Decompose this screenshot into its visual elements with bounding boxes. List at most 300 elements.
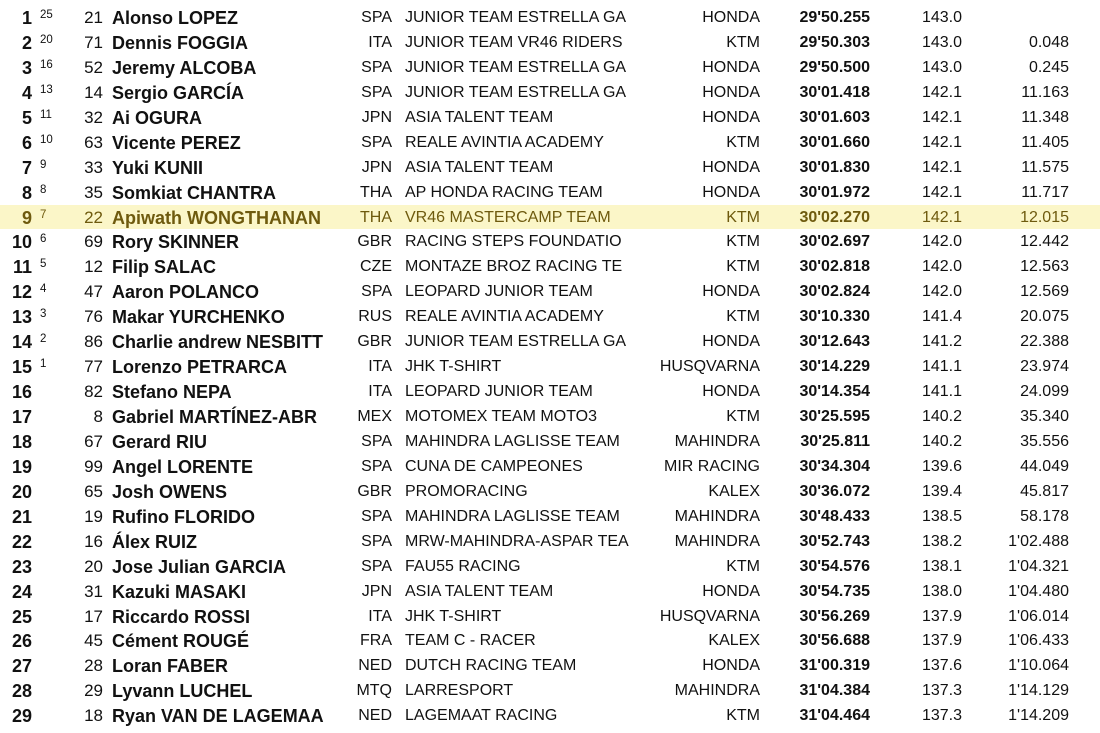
gap: 11.575 — [1021, 158, 1069, 176]
team-name: AP HONDA RACING TEAM — [405, 183, 603, 201]
nation: ITA — [368, 33, 392, 51]
race-time: 30'52.743 — [799, 532, 870, 550]
team-name: MOTOMEX TEAM MOTO3 — [405, 408, 598, 425]
rider-number: 52 — [84, 57, 103, 77]
team-name: PROMORACING — [405, 482, 528, 500]
gap: 23.974 — [1020, 358, 1069, 376]
team-name: MRW-MAHINDRA-ASPAR TEA — [405, 532, 629, 550]
position: 29 — [11, 706, 32, 727]
nation: RUS — [358, 308, 392, 326]
rider-name: Jeremy ALCOBA — [112, 57, 257, 78]
team-name: MONTAZE BROZ RACING TE — [405, 258, 623, 276]
gap: 0.245 — [1028, 58, 1069, 76]
speed-kmh: 140.2 — [921, 408, 962, 425]
nation: GBR — [357, 482, 392, 500]
position: 14 — [11, 332, 32, 353]
table-row — [0, 554, 1100, 579]
rider-name: Lorenzo PETRARCA — [112, 357, 287, 378]
gap: 1'02.488 — [1008, 532, 1069, 550]
position: 2 — [21, 32, 32, 53]
rider-name: Alonso LOPEZ — [112, 8, 238, 28]
race-time: 30'54.576 — [799, 557, 870, 575]
table-row — [0, 429, 1100, 454]
team-name: REALE AVINTIA ACADEMY — [405, 133, 604, 151]
motorcycle: HONDA — [702, 158, 760, 176]
team-name: JUNIOR TEAM ESTRELLA GA — [405, 83, 627, 101]
team-name: MAHINDRA LAGLISSE TEAM — [405, 432, 620, 450]
team-name: JUNIOR TEAM ESTRELLA GA — [405, 9, 627, 26]
gap: 1'04.480 — [1008, 582, 1069, 600]
gap: 12.015 — [1020, 208, 1069, 226]
team-name: TEAM C - RACER — [405, 632, 536, 650]
nation: NED — [358, 657, 392, 675]
rider-number: 69 — [84, 232, 103, 252]
team-name: LARRESPORT — [405, 682, 514, 700]
points: 13 — [40, 83, 53, 96]
race-time: 29'50.500 — [799, 58, 870, 76]
rider-name: Stefano NEPA — [112, 382, 232, 403]
rider-name: Gabriel MARTÍNEZ-ABR — [112, 407, 318, 427]
table-row — [0, 678, 1100, 703]
gap: 11.163 — [1021, 83, 1069, 101]
nation: ITA — [368, 358, 392, 376]
race-time: 29'50.255 — [799, 9, 870, 26]
position: 8 — [21, 182, 32, 203]
gap: 11.348 — [1021, 108, 1069, 126]
nation: SPA — [361, 432, 392, 450]
table-row — [0, 329, 1100, 354]
position: 3 — [21, 57, 32, 78]
table-row — [0, 229, 1100, 254]
team-name: REALE AVINTIA ACADEMY — [405, 308, 604, 326]
speed-kmh: 142.1 — [921, 133, 962, 151]
results-table — [0, 5, 1100, 728]
team-name: MAHINDRA LAGLISSE TEAM — [405, 507, 620, 525]
motorcycle: KTM — [726, 258, 760, 276]
rider-number: 19 — [84, 506, 103, 526]
motorcycle: HONDA — [702, 333, 760, 351]
rider-name: Filip SALAC — [112, 257, 216, 278]
rider-name: Álex RUIZ — [112, 531, 198, 552]
team-name: ASIA TALENT TEAM — [405, 158, 554, 176]
speed-kmh: 143.0 — [921, 58, 962, 76]
nation: SPA — [361, 133, 392, 151]
rider-number: 29 — [84, 681, 103, 701]
rider-name: Makar YURCHENKO — [112, 307, 285, 328]
points: 16 — [40, 58, 53, 71]
nation: GBR — [357, 333, 392, 351]
motorcycle: KALEX — [708, 632, 760, 650]
rider-name: Angel LORENTE — [112, 456, 254, 477]
race-time: 30'01.972 — [799, 183, 870, 201]
race-time: 30'01.830 — [799, 158, 870, 176]
nation: FRA — [360, 632, 392, 650]
table-row — [0, 628, 1100, 653]
gap: 22.388 — [1020, 333, 1069, 351]
rider-name: Gerard RIU — [112, 431, 208, 452]
gap: 35.340 — [1020, 408, 1069, 425]
rider-name: Cément ROUGÉ — [112, 631, 250, 652]
rider-number: 67 — [84, 431, 103, 451]
rider-name: Sergio GARCÍA — [112, 82, 245, 103]
table-row — [0, 105, 1100, 130]
rider-name: Somkiat CHANTRA — [112, 182, 277, 203]
nation: SPA — [361, 532, 392, 550]
speed-kmh: 139.4 — [921, 482, 962, 500]
race-time: 29'50.303 — [799, 33, 870, 51]
speed-kmh: 142.1 — [921, 158, 962, 176]
nation: SPA — [361, 457, 392, 475]
rider-number: 31 — [84, 581, 103, 601]
table-row — [0, 279, 1100, 304]
rider-number: 21 — [84, 8, 103, 27]
nation: JPN — [361, 108, 392, 126]
points: 3 — [40, 308, 47, 321]
motorcycle: HUSQVARNA — [659, 607, 760, 625]
table-row — [0, 479, 1100, 504]
rider-name: Charlie andrew NESBITT — [112, 332, 324, 353]
team-name: CUNA DE CAMPEONES — [405, 457, 583, 475]
team-name: VR46 MASTERCAMP TEAM — [405, 208, 611, 226]
nation: ITA — [368, 607, 392, 625]
race-time: 30'02.824 — [799, 283, 870, 301]
gap: 11.717 — [1021, 183, 1069, 201]
table-row — [0, 304, 1100, 329]
gap: 45.817 — [1020, 482, 1069, 500]
motorcycle: HONDA — [702, 183, 760, 201]
motorcycle: KTM — [726, 208, 760, 226]
gap: 12.563 — [1020, 258, 1069, 276]
gap: 1'14.129 — [1008, 682, 1069, 700]
gap: 12.442 — [1020, 233, 1069, 251]
motorcycle: HONDA — [702, 582, 760, 600]
table-row — [0, 5, 1100, 30]
speed-kmh: 139.6 — [921, 457, 962, 475]
race-time: 30'56.688 — [799, 632, 870, 650]
race-time: 31'04.464 — [799, 707, 870, 725]
rider-name: Apiwath WONGTHANAN — [112, 207, 321, 228]
table-row — [0, 155, 1100, 180]
speed-kmh: 138.1 — [921, 557, 962, 575]
gap: 1'14.209 — [1008, 707, 1069, 725]
rider-number: 14 — [84, 82, 103, 102]
position: 27 — [11, 656, 32, 677]
rider-number: 86 — [84, 332, 103, 352]
gap: 24.099 — [1020, 383, 1069, 401]
position: 13 — [11, 307, 32, 328]
race-time: 30'25.595 — [799, 408, 870, 425]
race-time: 30'34.304 — [799, 457, 870, 475]
rider-name: Rufino FLORIDO — [112, 506, 255, 527]
race-time: 30'02.697 — [799, 233, 870, 251]
points: 1 — [40, 358, 47, 371]
nation: SPA — [361, 58, 392, 76]
motorcycle: KTM — [726, 133, 760, 151]
gap: 20.075 — [1020, 308, 1069, 326]
position: 22 — [11, 531, 32, 552]
rider-number: 45 — [84, 631, 103, 651]
rider-number: 17 — [84, 606, 103, 626]
team-name: JHK T-SHIRT — [405, 358, 502, 376]
points: 11 — [40, 108, 52, 121]
rider-name: Kazuki MASAKI — [112, 581, 247, 602]
table-row — [0, 180, 1100, 205]
nation: THA — [360, 208, 392, 226]
speed-kmh: 142.0 — [921, 258, 962, 276]
team-name: LEOPARD JUNIOR TEAM — [405, 283, 593, 301]
motorcycle: HONDA — [702, 383, 760, 401]
rider-number: 8 — [93, 407, 103, 426]
table-row — [0, 55, 1100, 80]
rider-number: 16 — [84, 531, 103, 551]
rider-number: 76 — [84, 307, 103, 327]
race-time: 30'10.330 — [799, 308, 870, 326]
nation: SPA — [361, 83, 392, 101]
race-time: 30'54.735 — [799, 582, 870, 600]
nation: MEX — [357, 408, 392, 425]
position: 19 — [11, 456, 32, 477]
speed-kmh: 143.0 — [921, 9, 962, 26]
race-time: 30'01.660 — [799, 133, 870, 151]
speed-kmh: 142.1 — [921, 208, 962, 226]
points: 25 — [40, 9, 53, 21]
motorcycle: HONDA — [702, 83, 760, 101]
team-name: LAGEMAAT RACING — [405, 707, 558, 725]
rider-name: Aaron POLANCO — [112, 282, 260, 303]
rider-number: 18 — [84, 706, 103, 726]
rider-number: 20 — [84, 556, 103, 576]
position: 21 — [11, 506, 32, 527]
race-time: 30'12.643 — [799, 333, 870, 351]
position: 4 — [21, 82, 32, 103]
rider-name: Riccardo ROSSI — [112, 606, 251, 627]
gap: 35.556 — [1020, 432, 1069, 450]
team-name: JUNIOR TEAM VR46 RIDERS — [405, 33, 623, 51]
points: 6 — [40, 233, 47, 246]
gap: 0.048 — [1028, 33, 1069, 51]
speed-kmh: 138.2 — [921, 532, 962, 550]
table-row — [0, 653, 1100, 678]
rider-name: Ryan VAN DE LAGEMAA — [112, 706, 324, 727]
speed-kmh: 141.2 — [921, 333, 962, 351]
points: 20 — [40, 33, 53, 46]
motorcycle: KTM — [726, 33, 760, 51]
speed-kmh: 141.4 — [921, 308, 962, 326]
motorcycle: MAHINDRA — [674, 682, 760, 700]
nation: THA — [360, 183, 392, 201]
table-row — [0, 130, 1100, 155]
race-time: 31'04.384 — [799, 682, 870, 700]
table-row — [0, 404, 1100, 429]
motorcycle: KTM — [726, 233, 760, 251]
points: 5 — [40, 258, 47, 271]
team-name: ASIA TALENT TEAM — [405, 582, 554, 600]
speed-kmh: 142.1 — [921, 183, 962, 201]
motorcycle: HONDA — [702, 283, 760, 301]
speed-kmh: 138.0 — [921, 582, 962, 600]
points: 9 — [40, 158, 47, 171]
position: 25 — [11, 606, 32, 627]
table-row — [0, 354, 1100, 379]
nation: SPA — [361, 9, 392, 26]
team-name: ASIA TALENT TEAM — [405, 108, 554, 126]
motorcycle: KALEX — [708, 482, 760, 500]
nation: JPN — [361, 158, 392, 176]
rider-name: Vicente PEREZ — [112, 132, 241, 153]
motorcycle: KTM — [726, 308, 760, 326]
motorcycle: HONDA — [702, 108, 760, 126]
motorcycle: HUSQVARNA — [659, 358, 760, 376]
motorcycle: HONDA — [702, 58, 760, 76]
rider-number: 82 — [84, 382, 103, 402]
motorcycle: KTM — [726, 707, 760, 725]
race-time: 31'00.319 — [799, 657, 870, 675]
rider-number: 47 — [84, 282, 103, 302]
rider-name: Ai OGURA — [112, 107, 202, 128]
rider-number: 28 — [84, 656, 103, 676]
motorcycle: KTM — [726, 557, 760, 575]
table-row — [0, 30, 1100, 55]
rider-number: 71 — [84, 32, 103, 52]
motorcycle: MAHINDRA — [674, 507, 760, 525]
rider-number: 33 — [84, 157, 103, 177]
rider-name: Dennis FOGGIA — [112, 32, 249, 53]
race-time: 30'14.354 — [799, 383, 870, 401]
speed-kmh: 140.2 — [921, 432, 962, 450]
position: 9 — [21, 207, 32, 228]
rider-name: Rory SKINNER — [112, 232, 240, 253]
nation: SPA — [361, 283, 392, 301]
race-time: 30'01.603 — [799, 108, 870, 126]
motorcycle: KTM — [726, 408, 760, 425]
position: 20 — [11, 481, 32, 502]
gap: 1'04.321 — [1008, 557, 1069, 575]
points: 4 — [40, 283, 47, 296]
team-name: RACING STEPS FOUNDATIO — [405, 233, 622, 251]
rider-number: 99 — [84, 456, 103, 476]
rider-number: 65 — [84, 481, 103, 501]
rider-name: Jose Julian GARCIA — [112, 556, 287, 577]
gap: 44.049 — [1020, 457, 1069, 475]
rider-name: Loran FABER — [112, 656, 229, 677]
position: 17 — [11, 407, 32, 427]
table-row — [0, 379, 1100, 404]
rider-name: Yuki KUNII — [112, 157, 204, 178]
position: 6 — [21, 132, 32, 153]
position: 24 — [11, 581, 32, 602]
team-name: LEOPARD JUNIOR TEAM — [405, 383, 593, 401]
rider-number: 22 — [84, 207, 103, 227]
nation: GBR — [357, 233, 392, 251]
motorcycle: MIR RACING — [664, 457, 760, 475]
points: 7 — [40, 208, 47, 221]
speed-kmh: 137.9 — [921, 632, 962, 650]
nation: JPN — [361, 582, 392, 600]
nation: CZE — [360, 258, 392, 276]
team-name: DUTCH RACING TEAM — [405, 657, 577, 675]
speed-kmh: 142.1 — [921, 108, 962, 126]
motorcycle: MAHINDRA — [674, 532, 760, 550]
position: 11 — [12, 257, 32, 278]
nation: SPA — [361, 557, 392, 575]
gap: 1'06.014 — [1008, 607, 1069, 625]
gap: 12.569 — [1020, 283, 1069, 301]
speed-kmh: 141.1 — [921, 383, 962, 401]
position: 28 — [11, 681, 32, 702]
race-time: 30'02.270 — [799, 208, 870, 226]
team-name: JUNIOR TEAM ESTRELLA GA — [405, 58, 627, 76]
rider-number: 77 — [84, 357, 103, 377]
rider-number: 35 — [84, 182, 103, 202]
gap: 11.405 — [1021, 133, 1069, 151]
motorcycle: HONDA — [702, 9, 760, 26]
points: 2 — [40, 333, 47, 346]
team-name: JUNIOR TEAM ESTRELLA GA — [405, 333, 627, 351]
speed-kmh: 137.3 — [921, 682, 962, 700]
speed-kmh: 142.0 — [921, 283, 962, 301]
nation: NED — [358, 707, 392, 725]
race-time: 30'01.418 — [799, 83, 870, 101]
race-time: 30'25.811 — [800, 432, 870, 450]
gap: 1'10.064 — [1008, 657, 1069, 675]
position: 23 — [11, 556, 32, 577]
position: 16 — [11, 382, 32, 403]
position: 15 — [11, 357, 32, 378]
speed-kmh: 142.1 — [921, 83, 962, 101]
table-row — [0, 205, 1100, 230]
nation: MTQ — [356, 682, 392, 700]
position: 18 — [11, 431, 32, 452]
position: 1 — [21, 8, 32, 28]
nation: SPA — [361, 507, 392, 525]
position: 10 — [11, 232, 32, 253]
nation: ITA — [368, 383, 392, 401]
speed-kmh: 137.6 — [921, 657, 962, 675]
position: 12 — [11, 282, 32, 303]
speed-kmh: 137.3 — [921, 707, 962, 725]
rider-number: 12 — [84, 257, 103, 277]
gap: 58.178 — [1020, 507, 1069, 525]
rider-number: 63 — [84, 132, 103, 152]
motorcycle: MAHINDRA — [674, 432, 760, 450]
rider-name: Lyvann LUCHEL — [112, 681, 253, 702]
rider-name: Josh OWENS — [112, 481, 228, 502]
speed-kmh: 137.9 — [921, 607, 962, 625]
team-name: JHK T-SHIRT — [405, 607, 502, 625]
table-row — [0, 454, 1100, 479]
position: 5 — [21, 107, 32, 128]
speed-kmh: 141.1 — [921, 358, 962, 376]
position: 26 — [11, 631, 32, 652]
race-time: 30'48.433 — [799, 507, 870, 525]
race-time: 30'36.072 — [799, 482, 870, 500]
race-time: 30'56.269 — [799, 607, 870, 625]
motorcycle: HONDA — [702, 657, 760, 675]
race-time: 30'02.818 — [799, 258, 870, 276]
points: 8 — [40, 183, 47, 196]
gap: 1'06.433 — [1008, 632, 1069, 650]
speed-kmh: 138.5 — [921, 507, 962, 525]
table-row — [0, 504, 1100, 529]
table-row — [0, 529, 1100, 554]
table-row — [0, 80, 1100, 105]
table-row — [0, 703, 1100, 728]
points: 10 — [40, 133, 53, 146]
speed-kmh: 142.0 — [921, 233, 962, 251]
table-row — [0, 604, 1100, 629]
rider-number: 32 — [84, 107, 103, 127]
position: 7 — [21, 157, 32, 178]
